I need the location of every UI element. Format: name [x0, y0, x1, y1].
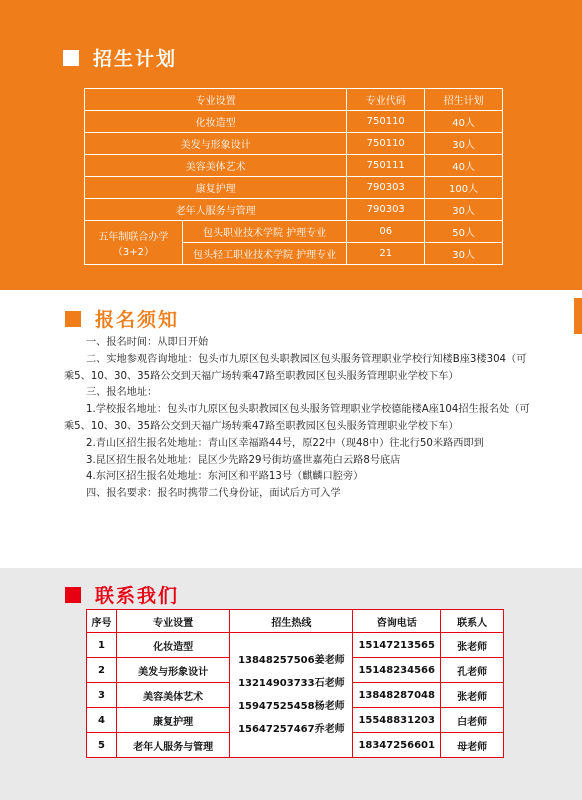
square-bullet-icon	[63, 50, 79, 66]
table-header-row	[87, 610, 504, 633]
registration-notice-section	[0, 290, 582, 568]
major-count: 30人	[425, 243, 503, 265]
major-code: 790303	[347, 199, 425, 221]
notice-line: 4.东河区招生报名处地址：东河区和平路13号（麒麟口腔旁）	[86, 471, 364, 483]
row-person: 母老师	[441, 733, 504, 758]
enrollment-plan-section	[0, 0, 582, 290]
row-major: 美容美体艺术	[116, 683, 230, 708]
table-row	[85, 199, 503, 221]
major-count: 50人	[425, 221, 503, 243]
joint-label-line2: （3+2）	[112, 246, 154, 258]
major-code: 21	[347, 243, 425, 265]
major-code: 790303	[347, 177, 425, 199]
row-no: 5	[87, 733, 117, 758]
square-bullet-icon	[65, 311, 81, 327]
major-code: 750110	[347, 111, 425, 133]
major-count: 30人	[425, 133, 503, 155]
hotline-number: 13214903733石老师	[238, 678, 345, 689]
contact-section	[0, 568, 582, 800]
notice-line: 三、报名地址：	[86, 387, 158, 399]
hotline-number: 15947525458杨老师	[238, 701, 345, 712]
major-code: 06	[347, 221, 425, 243]
major-name: 美容美体艺术	[85, 155, 347, 177]
row-phone: 15548831203	[353, 708, 441, 733]
square-bullet-icon	[65, 587, 81, 603]
plan-title: 招生计划	[93, 48, 178, 70]
major-name: 康复护理	[85, 177, 347, 199]
row-major: 老年人服务与管理	[116, 733, 230, 758]
notice-heading	[65, 305, 179, 332]
header-hotline: 招生热线	[230, 610, 353, 633]
notice-line: 3.昆区招生报名处地址：昆区少先路29号街坊盛世嘉苑白云路8号底店	[86, 454, 401, 466]
header-code: 专业代码	[347, 89, 425, 111]
row-no: 3	[87, 683, 117, 708]
notice-line: 2.青山区招生报名处地址：青山区幸福路44号，原22中（现48中）往北行50米路西即到	[86, 437, 484, 449]
row-person: 白老师	[441, 708, 504, 733]
decorative-bar	[574, 298, 582, 334]
notice-line: 1.学校报名地址：包头市九原区包头职教园区包头服务管理职业学校德能楼A座104招生报名处（可乘5、10、30、35路公交到天福广场转乘47路至职教园区包头服务管理职业学校下车）	[64, 404, 530, 432]
table-row	[85, 221, 503, 243]
plan-table	[84, 88, 503, 265]
table-row	[85, 111, 503, 133]
row-phone: 15148234566	[353, 658, 441, 683]
header-person: 联系人	[441, 610, 504, 633]
contact-heading	[65, 581, 179, 608]
major-code: 750111	[347, 155, 425, 177]
row-no: 2	[87, 658, 117, 683]
major-name: 美发与形象设计	[85, 133, 347, 155]
table-row	[87, 633, 504, 658]
notice-body	[64, 335, 532, 503]
table-header-row	[85, 89, 503, 111]
major-name: 包头轻工职业技术学院 护理专业	[182, 243, 346, 265]
notice-line: 一、报名时间：从即日开始	[86, 337, 209, 348]
row-phone: 18347256601	[353, 733, 441, 758]
header-major: 专业设置	[116, 610, 230, 633]
major-count: 40人	[425, 155, 503, 177]
major-count: 100人	[425, 177, 503, 199]
row-no: 4	[87, 708, 117, 733]
row-major: 美发与形象设计	[116, 658, 230, 683]
header-count: 招生计划	[425, 89, 503, 111]
row-person: 张老师	[441, 633, 504, 658]
plan-heading	[63, 44, 177, 71]
notice-line: 四、报名要求：报名时携带二代身份证，面试后方可入学	[86, 488, 341, 500]
table-row	[85, 133, 503, 155]
header-phone: 咨询电话	[353, 610, 441, 633]
row-phone: 13848287048	[353, 683, 441, 708]
hotline-number: 15647257467乔老师	[238, 724, 345, 735]
hotline-cell	[230, 633, 353, 758]
major-name: 化妆造型	[85, 111, 347, 133]
major-count: 30人	[425, 199, 503, 221]
major-count: 40人	[425, 111, 503, 133]
joint-label-line1: 五年制联合办学	[98, 231, 169, 243]
major-code: 750110	[347, 133, 425, 155]
row-major: 康复护理	[116, 708, 230, 733]
notice-line: 二、实地参观咨询地址：包头市九原区包头职教园区包头服务管理职业学校行知楼B座3楼304（可乘5、10、30、35路公交到天福广场转乘47路至职教园区包头服务管理职业学校下车）	[64, 353, 527, 382]
table-row	[85, 155, 503, 177]
row-no: 1	[87, 633, 117, 658]
header-major: 专业设置	[85, 89, 347, 111]
contact-table	[86, 609, 504, 758]
contact-title: 联系我们	[95, 585, 180, 607]
major-name: 老年人服务与管理	[85, 199, 347, 221]
table-row	[85, 177, 503, 199]
major-name: 包头职业技术学院 护理专业	[182, 221, 346, 243]
row-phone: 15147213565	[353, 633, 441, 658]
header-no: 序号	[87, 610, 117, 633]
hotline-number: 13848257506姜老师	[238, 655, 345, 666]
joint-program-label	[85, 221, 183, 265]
row-major: 化妆造型	[116, 633, 230, 658]
notice-title: 报名须知	[95, 309, 180, 331]
row-person: 张老师	[441, 683, 504, 708]
row-person: 孔老师	[441, 658, 504, 683]
